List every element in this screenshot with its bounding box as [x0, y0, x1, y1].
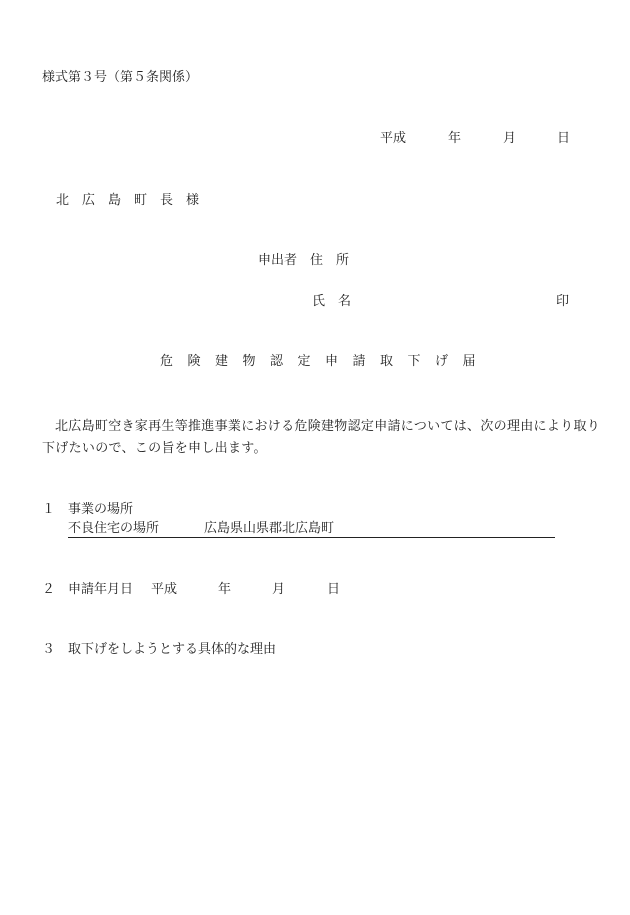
form-number: 様式第３号（第５条関係）	[42, 70, 199, 85]
applicant-name-label: 氏 名	[312, 294, 352, 309]
section-1-number: １	[42, 502, 56, 517]
section-2-number: ２	[42, 582, 56, 597]
date-day-label: 日	[557, 131, 571, 146]
property-location-label: 不良住宅の場所	[68, 521, 160, 536]
applicant-address-label: 申出者 住 所	[258, 253, 350, 268]
section-3-number: ３	[42, 642, 56, 657]
section-3-title: 取下げをしようとする具体的な理由	[68, 642, 277, 657]
application-date-day-label: 日	[327, 582, 341, 597]
application-date-month-label: 月	[272, 582, 286, 597]
application-date-year-label: 年	[218, 582, 232, 597]
date-year-label: 年	[448, 131, 462, 146]
date-era: 平成	[380, 131, 407, 146]
section-1-title: 事業の場所	[68, 502, 134, 517]
body-paragraph: 北広島町空き家再生等推進事業における危険建物認定申請については、次の理由により取り下げたいので、この旨を申し出ます。	[42, 419, 601, 456]
addressee: 北広島町長様	[56, 193, 213, 208]
section-2-title: 申請年月日	[68, 582, 134, 597]
seal-mark: 印	[556, 294, 570, 309]
property-location-field	[68, 521, 555, 538]
date-month-label: 月	[503, 131, 517, 146]
application-date-era: 平成	[151, 582, 178, 597]
property-location-value: 広島県山県郡北広島町	[204, 521, 335, 536]
document-title: 危険建物認定申請取下げ届	[160, 354, 491, 369]
